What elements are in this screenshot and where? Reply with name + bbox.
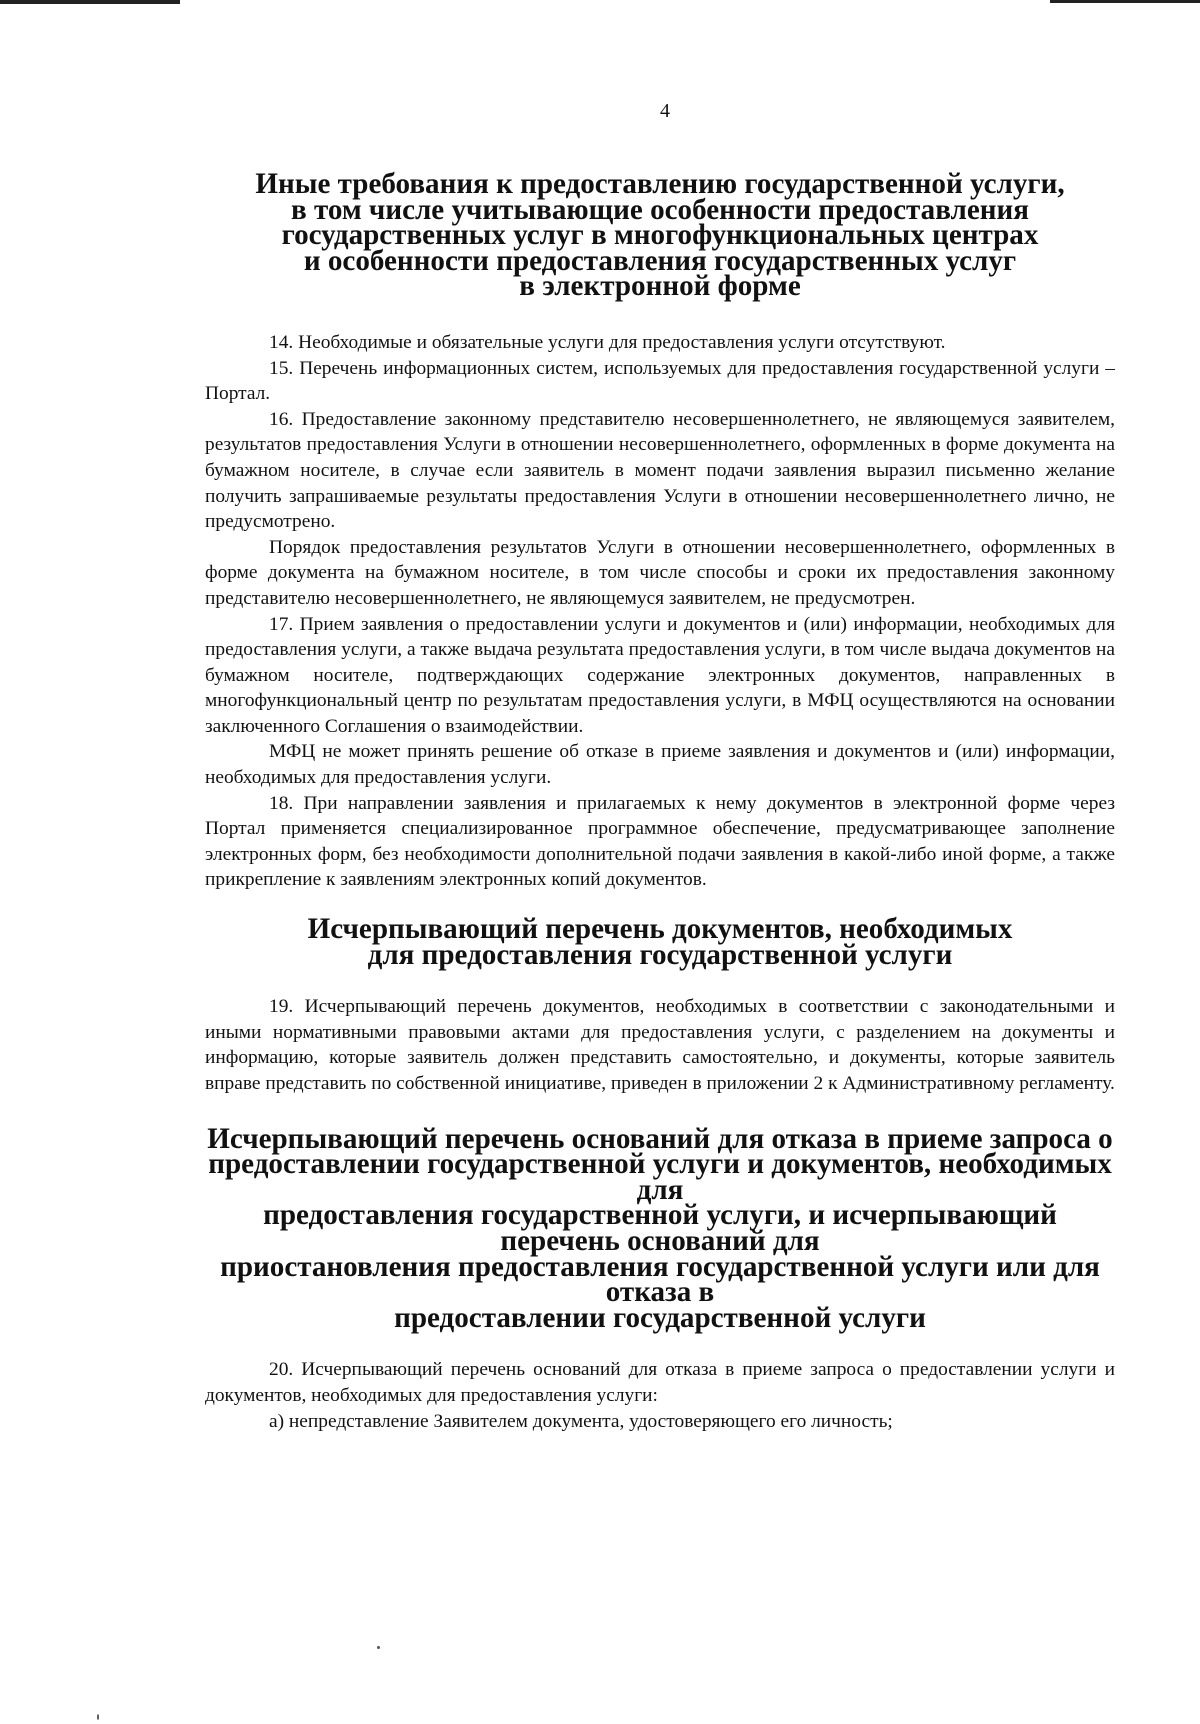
paragraph-19: 19. Исчерпывающий перечень документов, необходимых в соответствии с законодательными и иными нормативными правовыми актами для предоставления услуги, с разделением на документы и информацию, которые заявитель должен представить самостоятельно, и документы, которые заявитель вправе представить по собственной инициативе, приведен в приложении 2 к Административному регламенту.	[205, 996, 1115, 1094]
paragraph-15: 15. Перечень информационных систем, используемых для предоставления государственной услуги – Портал.	[205, 357, 1115, 405]
paragraph-18: 18. При направлении заявления и прилагаемых к нему документов в электронной форме через Портал применяется специализированное программное обеспечение, предусматривающее заполнение электронных форм, без необходимости дополнительной подачи заявления в какой-либо иной форме, а также прикрепление к заявлениям электронных копий документов.	[205, 792, 1115, 891]
heading-line: Исчерпывающий перечень документов, необходимых	[307, 913, 1013, 946]
paragraph-16: 16. Предоставление законному представителю несовершеннолетнего, не являющемуся заявителем, результатов предоставления Услуги в отношении несовершеннолетнего, оформленных в форме документа на бумажном носителе, в случае если заявитель в момент подачи заявления выразил письменно желание получить запрашиваемые результаты предоставления Услуги в отношении несовершеннолетнего лично, не предусмотрено.	[205, 408, 1115, 533]
paragraph-14: 14. Необходимые и обязательные услуги для предоставления услуги отсутствуют.	[269, 331, 946, 353]
heading-line: и особенности предоставления государственных услуг	[303, 244, 1017, 277]
paragraph-20: 20. Исчерпывающий перечень оснований для отказа в приеме запроса о предоставлении услуги и документов, необходимых для предоставления услуги:	[205, 1359, 1115, 1406]
heading-line: в электронной форме	[519, 270, 801, 303]
heading-line: Иные требования к предоставлению государственной услуги,	[255, 168, 1065, 200]
heading-line: предоставлении государственной услуги и документов, необходимых для	[208, 1148, 1112, 1206]
document-page	[205, 168, 1115, 1434]
scan-edge-right	[1050, 0, 1200, 3]
section-heading-refusal-grounds	[205, 1122, 1115, 1334]
heading-line: предоставлении государственной услуги	[394, 1301, 926, 1334]
heading-line: для предоставления государственной услуги	[367, 938, 953, 971]
section-heading-documents-list	[205, 913, 1115, 971]
paragraph-17: 17. Прием заявления о предоставлении услуги и документов и (или) информации, необходимых для предоставления услуги, а также выдача результата предоставления услуги, в том числе выдача документов на бумажном носителе, подтверждающих содержание электронных документов, направленных в многофункциональный центр по результатам предоставления услуги, в МФЦ осуществляются на основании заключенного Соглашения о взаимодействии.	[205, 613, 1115, 737]
heading-line: предоставления государственной услуги, и исчерпывающий перечень оснований для	[263, 1199, 1057, 1257]
scan-edge-left	[0, 0, 180, 4]
heading-line: Исчерпывающий перечень оснований для отказа в приеме запроса о	[207, 1122, 1113, 1155]
section-heading-other-requirements	[205, 168, 1115, 303]
heading-line: в том числе учитывающие особенности предоставления	[291, 193, 1029, 226]
paragraph-16-continued: Порядок предоставления результатов Услуги в отношении несовершеннолетнего, оформленных в форме документа на бумажном носителе, в том числе способы и сроки их предоставления законному представителю несовершеннолетнего, не являющемуся заявителем, не предусмотрен.	[205, 536, 1115, 609]
scan-speck	[97, 1714, 99, 1720]
heading-line: государственных услуг в многофункциональных центрах	[281, 219, 1039, 252]
page-number: 4	[660, 100, 670, 122]
heading-line: приостановления предоставления государственной услуги или для отказа в	[220, 1250, 1100, 1309]
paragraph-20-item-a: а) непредставление Заявителем документа, удостоверяющего его личность;	[269, 1410, 893, 1432]
paragraph-17-continued: МФЦ не может принять решение об отказе в приеме заявления и документов и (или) информации, необходимых для предоставления услуги.	[205, 741, 1115, 789]
scan-speck	[377, 1646, 380, 1649]
